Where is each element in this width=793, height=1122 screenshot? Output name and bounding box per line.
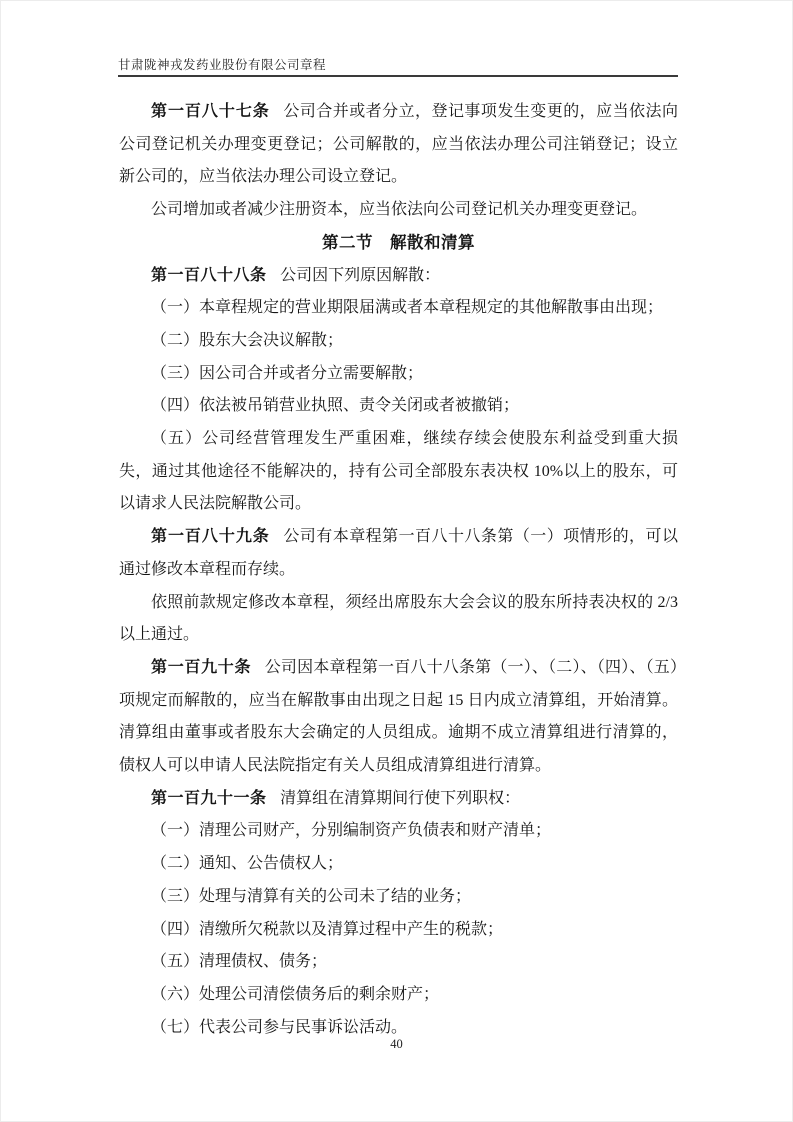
paragraph — [119, 325, 678, 358]
paragraph — [119, 423, 678, 521]
section-heading — [119, 227, 678, 260]
article-paragraph — [119, 521, 678, 586]
paragraph — [119, 815, 678, 848]
paragraph-text: （三）处理与清算有关的公司未了结的业务； — [151, 887, 472, 905]
page-number: 40 — [390, 1037, 403, 1051]
paragraph — [119, 881, 678, 914]
paragraph — [119, 848, 678, 881]
paragraph-text: （五）清理债权、债务； — [151, 953, 328, 971]
document-body — [119, 96, 678, 1044]
article-number: 第一百八十七条 — [151, 103, 270, 120]
paragraph — [119, 358, 678, 391]
paragraph — [119, 390, 678, 423]
page-header — [118, 58, 678, 77]
section-title-text: 第二节 解散和清算 — [322, 233, 475, 252]
paragraph-text: 公司因本章程第一百八十八条第（一）、（二）、（四）、（五）项规定而解散的，应当在解散事由出现之日起 15 日内成立清算组，开始清算。清算组由董事或者股东大会确定的人员组成。逾期不成立清算组进行清算的，债权人可以申请人民法院指定有关人员组成清算组进行清算。 — [119, 658, 678, 775]
article-paragraph — [119, 260, 678, 293]
article-number: 第一百八十八条 — [151, 266, 267, 284]
article-paragraph — [119, 783, 678, 816]
article-number: 第一百九十条 — [151, 658, 252, 676]
paragraph-text: （一）本章程规定的营业期限届满或者本章程规定的其他解散事由出现； — [151, 299, 664, 317]
paragraph — [119, 194, 678, 227]
article-paragraph — [119, 96, 678, 194]
paragraph — [119, 979, 678, 1012]
article-paragraph — [119, 652, 678, 783]
paragraph-text: （二）通知、公告债权人； — [151, 855, 344, 873]
paragraph — [119, 587, 678, 652]
header-title: 甘肃陇神戎发药业股份有限公司章程 — [118, 58, 327, 72]
paragraph — [119, 914, 678, 947]
paragraph — [119, 292, 678, 325]
paragraph-text: （一）清理公司财产，分别编制资产负债表和财产清单； — [151, 822, 552, 840]
paragraph-text: （四）依法被吊销营业执照、责令关闭或者被撤销； — [151, 397, 520, 415]
paragraph-text: （三）因公司合并或者分立需要解散； — [151, 364, 424, 382]
paragraph-text: （五）公司经营管理发生严重困难，继续存续会使股东利益受到重大损失，通过其他途径不能解决的，持有公司全部股东表决权 10%以上的股东，可以请求人民法院解散公司。 — [119, 430, 678, 513]
paragraph-text: 公司增加或者减少注册资本，应当依法向公司登记机关办理变更登记。 — [151, 201, 648, 219]
paragraph — [119, 946, 678, 979]
page-footer — [1, 1037, 792, 1052]
paragraph-text: 清算组在清算期间行使下列职权： — [280, 789, 521, 807]
paragraph-text: 公司有本章程第一百八十八条第（一）项情形的，可以通过修改本章程而存续。 — [119, 528, 678, 578]
paragraph-text: （四）清缴所欠税款以及清算过程中产生的税款； — [151, 920, 504, 938]
paragraph-text: （六）处理公司清偿债务后的剩余财产； — [151, 985, 440, 1003]
paragraph-text: 公司合并或者分立，登记事项发生变更的，应当依法向公司登记机关办理变更登记；公司解散的，应当依法办理公司注销登记；设立新公司的，应当依法办理公司设立登记。 — [119, 103, 678, 186]
paragraph-text: （七）代表公司参与民事诉讼活动。 — [151, 1018, 408, 1036]
paragraph-text: 公司因下列原因解散： — [280, 266, 441, 284]
paragraph-text: （二）股东大会决议解散； — [151, 331, 344, 349]
paragraph-text: 依照前款规定修改本章程，须经出席股东大会会议的股东所持表决权的 2/3 以上通过。 — [119, 593, 678, 644]
article-number: 第一百九十一条 — [151, 789, 267, 807]
article-number: 第一百八十九条 — [151, 528, 270, 546]
